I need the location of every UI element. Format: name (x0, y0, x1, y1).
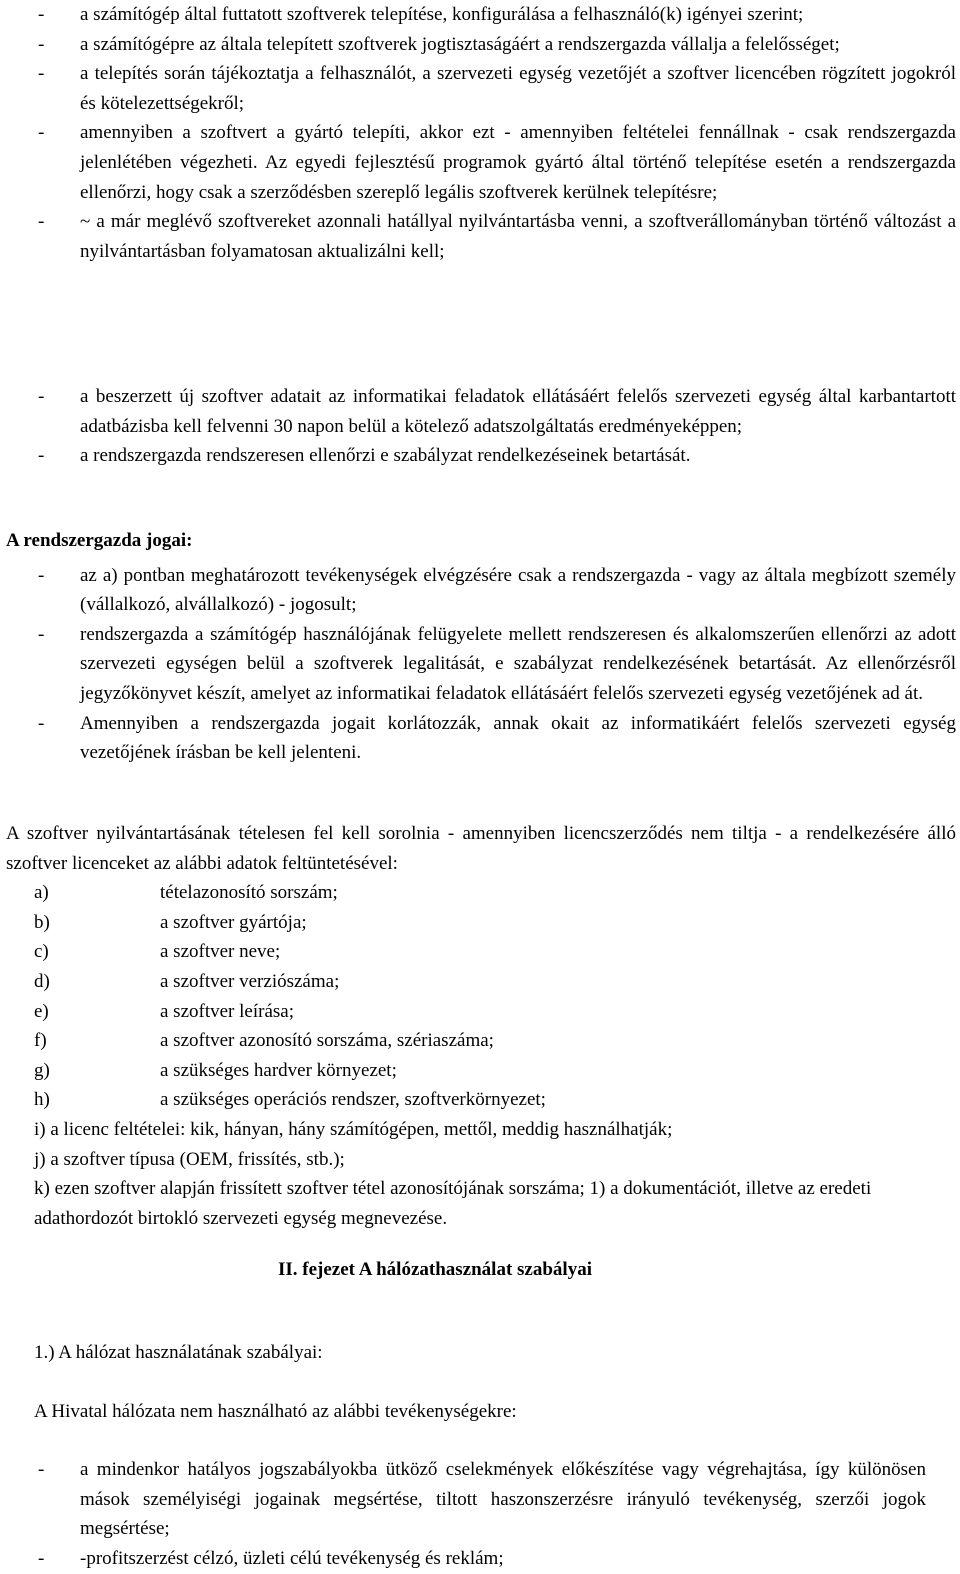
list-item (0, 118, 956, 207)
list-item (0, 561, 956, 620)
registry-item-text: a szoftver neve; (160, 941, 281, 963)
list-dash: - (38, 33, 45, 55)
list-item-text: a rendszergazda rendszeresen ellenőrzi e szabályzat rendelkezéseinek betartását. (80, 445, 691, 467)
registry-item (0, 1085, 960, 1115)
registry-item (0, 997, 960, 1027)
list-item-text: a számítógépre az általa telepített szoftverek jogtisztaságáért a rendszergazda vállalja a felelősséget; (80, 33, 840, 55)
list-dash: - (38, 1547, 45, 1569)
list-item (0, 30, 956, 60)
list-item-text: a beszerzett új szoftver adatait az informatikai feladatok ellátásáért felelős szervezeti egység által karbantartott adatbázisba kell felvenni 30 napon belül a kötelező adatszolgáltatás eredményeképpen; (80, 386, 956, 437)
registry-item-letter: b) (34, 911, 50, 933)
registry-list (0, 878, 960, 1115)
registry-item-i: i) a licenc feltételei: kik, hányan, hány számítógépen, mettől, meddig használhatják; (34, 1118, 673, 1140)
list-dash: - (38, 63, 45, 85)
network-section (0, 1338, 960, 1574)
rights-heading: A rendszergazda jogai: (6, 530, 193, 551)
registry-item-letter: h) (34, 1089, 50, 1111)
list-item-text: amennyiben a szoftvert a gyártó telepíti, akkor ezt - amennyiben feltételei fennállnak - csak rendszergazda jelenlétében végezheti. Az egyedi fejlesztésű programok gyártó által történő telepítése esetén a rendszergazda ellenőrzi, hogy csak a szerződésben szereplő legális szoftverek kerülnek telepítésre; (80, 122, 956, 203)
list-dash: - (38, 386, 45, 407)
list-item (0, 59, 956, 118)
registry-item (0, 937, 960, 967)
list-dash: - (38, 564, 45, 586)
chapter-section (0, 1255, 960, 1285)
registry-item-text: tételazonosító sorszám; (160, 882, 338, 904)
registry-item (0, 967, 960, 997)
list-item-text: a mindenkor hatályos jogszabályokba ütköző cselekmények előkészítése vagy végrehajtása, így különösen mások személyiségi jogainak megsértése, tiltott haszonszerzésre irányuló tevékenység, szerzői jogok megsértése; (80, 1459, 926, 1540)
registry-item-text: a szoftver azonosító sorszáma, szériaszáma; (160, 1030, 494, 1052)
registry-item-letter: c) (34, 941, 49, 963)
list-dash: - (38, 211, 45, 233)
registry-item-letter: e) (34, 1000, 49, 1022)
registry-item-text: a szoftver leírása; (160, 1000, 294, 1022)
list-item-text: ~ a már meglévő szoftvereket azonnali hatállyal nyilvántartásba venni, a szoftverállományban történő változást a nyilvántartásban folyamatosan aktualizálni kell; (80, 211, 956, 262)
section-heading: 1.) A hálózat használatának szabályai: (34, 1342, 323, 1363)
registry-section (0, 819, 960, 1233)
list-item-text: -profitszerzést célzó, üzleti célú tevékenység és reklám; (80, 1547, 504, 1569)
list-item (0, 0, 956, 30)
registry-item (0, 1026, 960, 1056)
registry-item-text: a szükséges hardver környezet; (160, 1059, 397, 1081)
list-dash: - (38, 1459, 45, 1481)
registry-item-letter: f) (34, 1030, 47, 1052)
network-intro: A Hivatal hálózata nem használható az alábbi tevékenységekre: (34, 1400, 517, 1422)
registry-item-text: a szükséges operációs rendszer, szoftverkörnyezet; (160, 1089, 546, 1111)
registry-item (0, 908, 960, 938)
list-dash: - (38, 712, 45, 734)
registry-item (0, 878, 960, 908)
list-item (0, 709, 956, 768)
list-item-text: a telepítés során tájékoztatja a felhasználót, a szervezeti egység vezetőjét a szoftver licencében rögzített jogokról és kötelezettségekről; (80, 63, 956, 114)
list-dash: - (38, 4, 45, 25)
registry-item-k: k) ezen szoftver alapján frissített szoftver tétel azonosítójának sorszáma; 1) a dokumentációt, illetve az eredeti adathordozót birtokló szervezeti egység megnevezése. (34, 1178, 872, 1229)
registry-item-text: a szoftver gyártója; (160, 911, 307, 933)
duties-list (0, 0, 960, 266)
duties-list-continued (0, 382, 960, 471)
list-item (0, 441, 956, 471)
list-item (0, 1544, 956, 1574)
list-dash: - (38, 623, 45, 645)
list-item-text: Amennyiben a rendszergazda jogait korlátozzák, annak okait az informatikáért felelős szervezeti egység vezetőjének írásban be kell jelenteni. (80, 712, 956, 764)
list-item-text: rendszergazda a számítógép használójának felügyelete mellett rendszeresen és alkalomszerűen ellenőrzi az adott szervezeti egységen belül a szoftverek legalitását, e szabályzat rendelkezésének betartását. Az ellenőrzésről jegyzőkönyvet készít, amelyet az informatikai feladatok ellátásáért felelős szervezeti egység vezetőjének ad át. (80, 623, 956, 704)
list-item (0, 1455, 926, 1544)
list-dash: - (38, 445, 45, 467)
list-item (0, 382, 956, 441)
registry-item-text: a szoftver verziószáma; (160, 970, 340, 992)
list-item (0, 620, 956, 709)
chapter-heading: II. fejezet A hálózathasználat szabályai (277, 1259, 592, 1280)
list-item (0, 207, 956, 266)
list-dash: - (38, 122, 45, 144)
registry-item (0, 1056, 960, 1086)
list-item-text: a számítógép által futtatott szoftverek telepítése, konfigurálása a felhasználó(k) igényei szerint; (80, 4, 804, 25)
registry-item-letter: a) (34, 882, 49, 904)
registry-item-letter: d) (34, 970, 50, 992)
registry-intro: A szoftver nyilvántartásának tételesen fel kell sorolnia - amennyiben licencszerződés nem tiltja - a rendelkezésére álló szoftver licenceket az alábbi adatok feltüntetésével: (6, 823, 956, 874)
registry-item-letter: g) (34, 1059, 50, 1081)
rights-section (0, 526, 960, 768)
list-item-text: az a) pontban meghatározott tevékenységek elvégzésére csak a rendszergazda - vagy az általa megbízott személy (vállalkozó, alvállalkozó) - jogosult; (80, 564, 956, 616)
registry-item-j: j) a szoftver típusa (OEM, frissítés, stb.); (34, 1148, 345, 1170)
